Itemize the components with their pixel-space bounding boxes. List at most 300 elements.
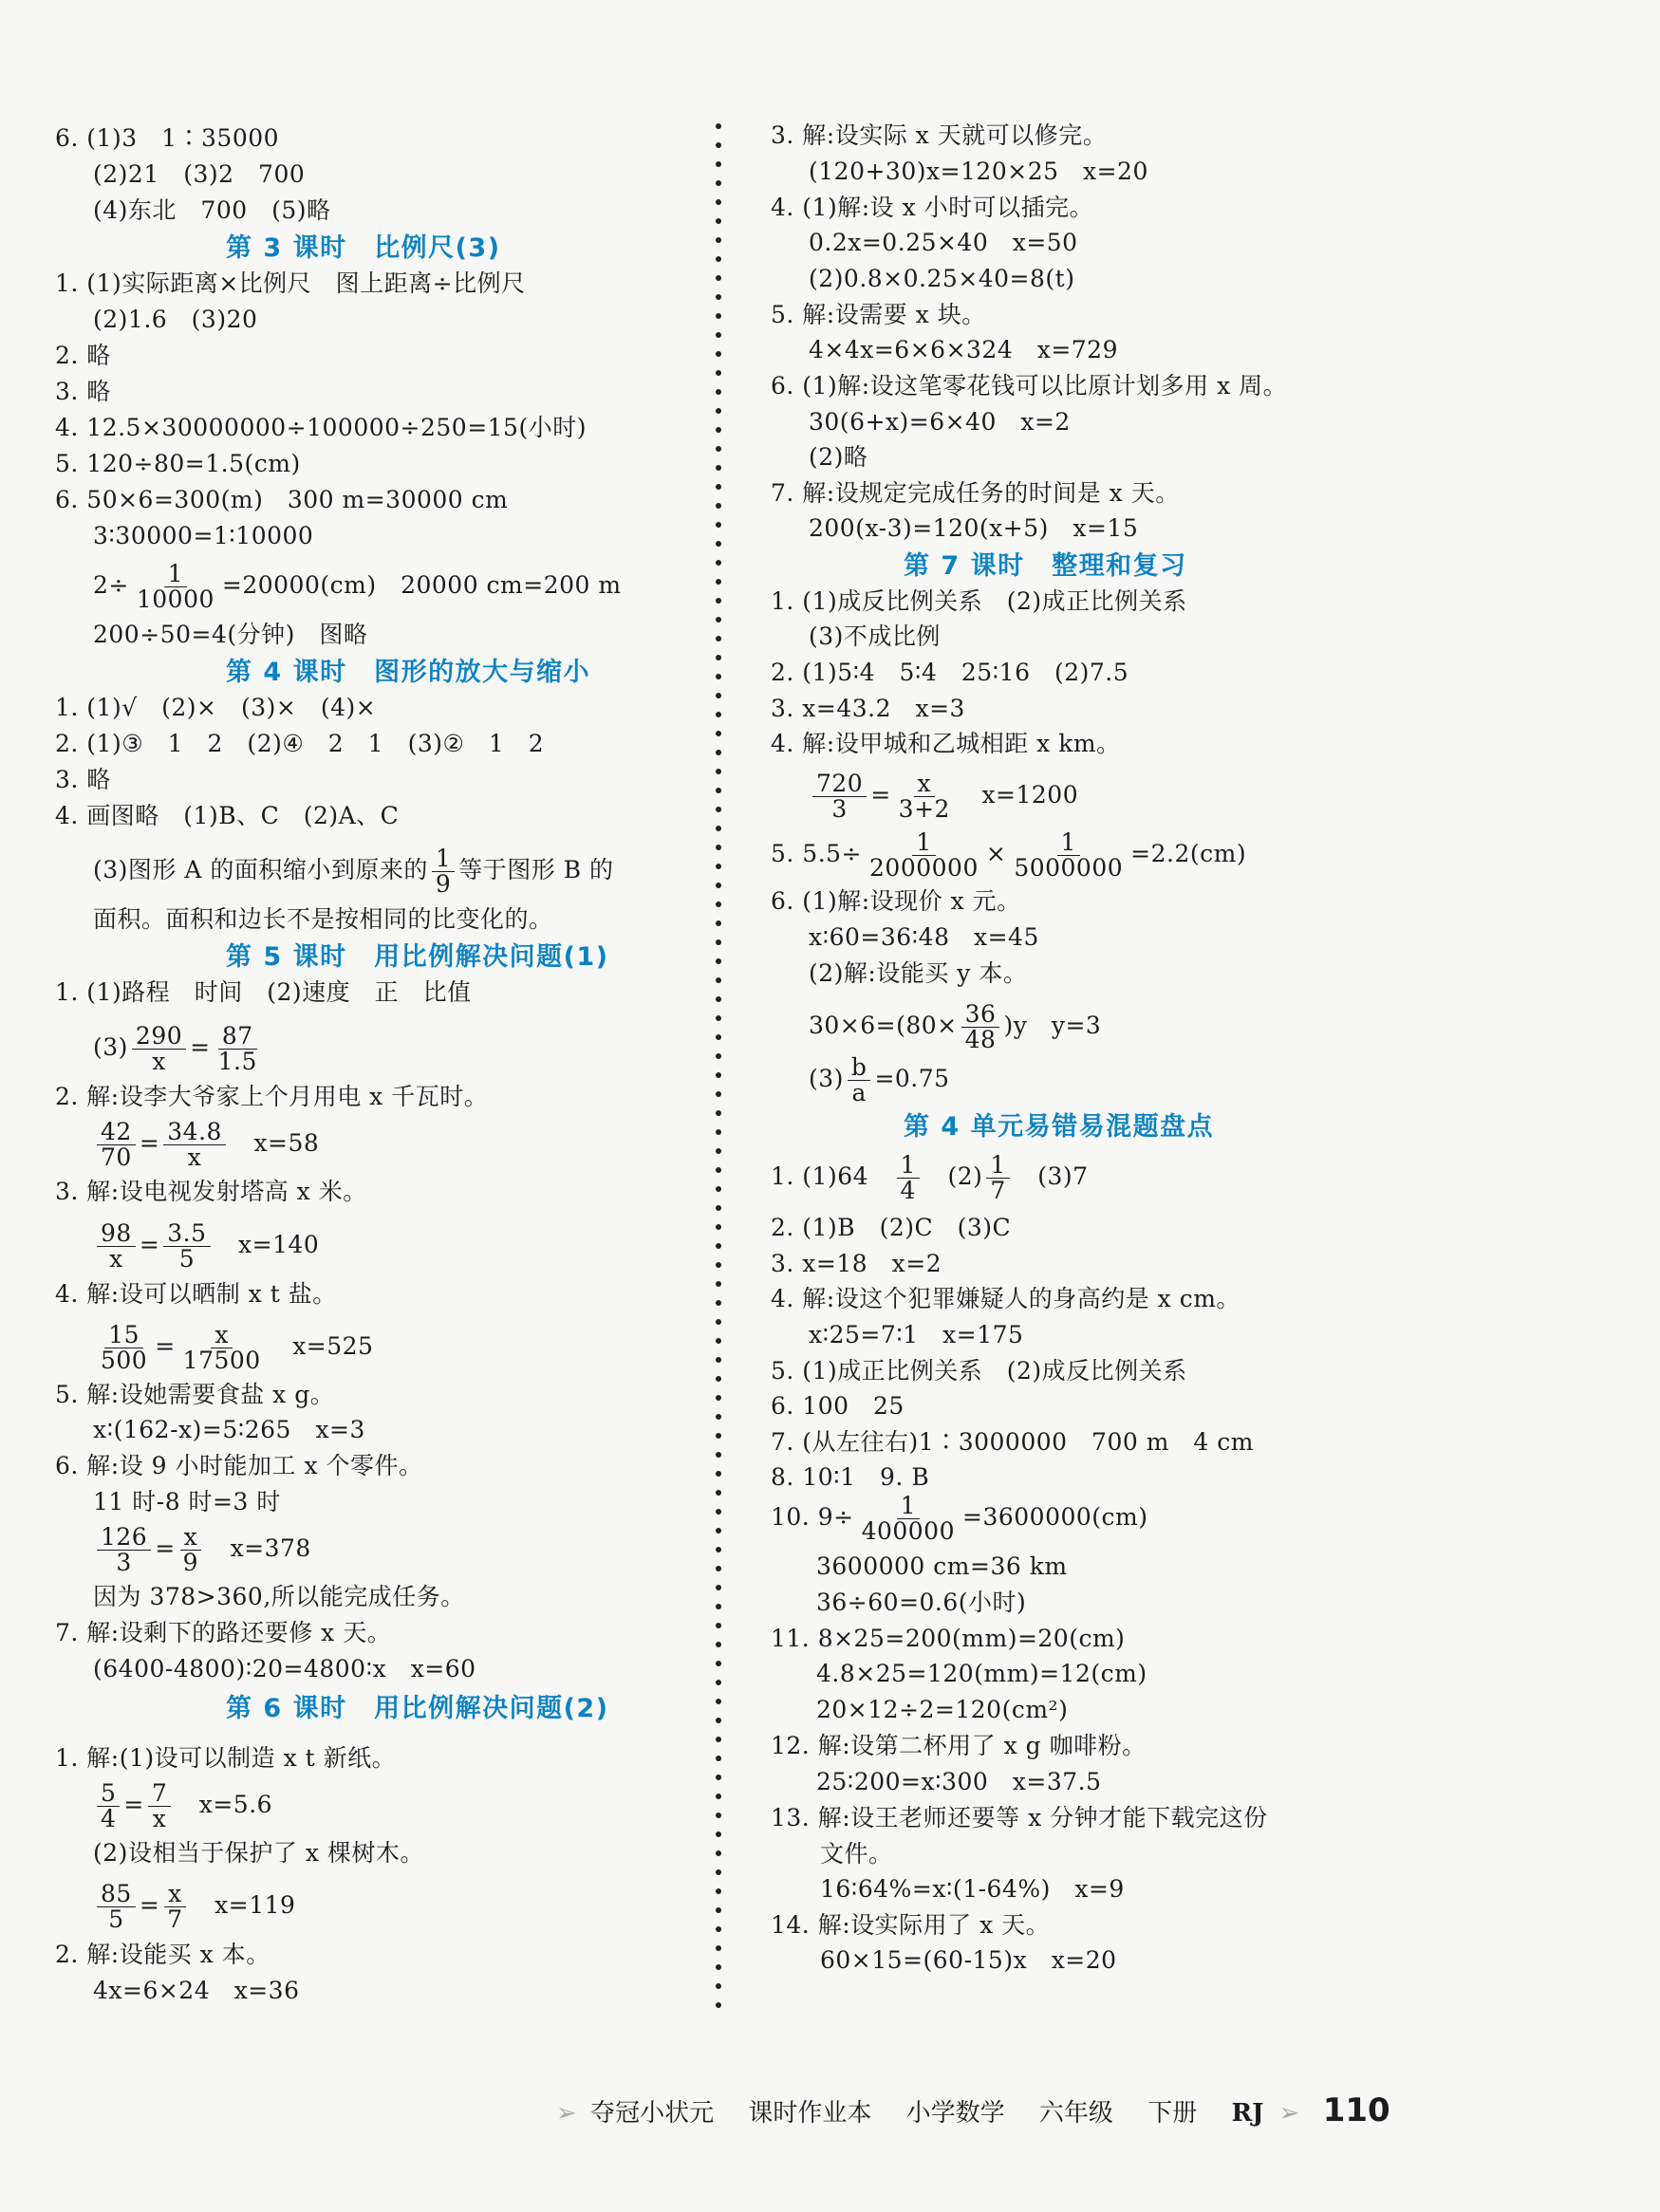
fraction [858,1494,959,1544]
divider-dot [716,275,721,281]
divider-dot [716,1775,721,1780]
fraction [97,1221,136,1272]
numerator: 34.8 [163,1120,226,1145]
answer-line: (2)21 (3)2 700 [93,160,306,188]
formula-operator: = [155,1534,176,1562]
formula-text: (3) [93,1033,128,1061]
fraction [133,562,218,612]
numerator: 290 [132,1024,186,1050]
divider-dot [716,674,721,679]
divider-dot [716,237,721,243]
divider-dot [716,902,721,907]
denominator: 70 [101,1143,132,1171]
section-heading: 第 4 课时 图形的放大与缩小 [226,658,591,687]
fraction [961,1002,1000,1052]
answer-formula [93,1781,272,1831]
divider-dot [716,1319,721,1325]
denominator: x [152,1805,167,1832]
numerator: 98 [97,1221,136,1247]
answer-line: 4. 画图略 (1)B、C (2)A、C [55,802,400,829]
answer-line: 3. 解:设电视发射塔高 x 米。 [55,1178,367,1205]
answer-line: 1. 解:(1)设可以制造 x t 新纸。 [55,1744,397,1772]
answer-line: 3. 略 [55,378,111,405]
answer-line: (2)设相当于保护了 x 棵树木。 [93,1839,424,1867]
answer-line: (6400-4800)∶20=4800∶x x=60 [93,1655,476,1682]
answer-line: 4×4x=6×6×324 x=729 [809,336,1118,363]
divider-dot [716,1566,721,1571]
divider-dot [716,1167,721,1173]
page-number: 110 [1322,2091,1390,2129]
divider-dot [716,826,721,831]
formula-operator: (2) [923,1162,983,1190]
divider-dot [716,1907,721,1913]
divider-dot [716,142,721,148]
numerator: 1 [897,1494,920,1519]
answer-line: 5. (1)成正比例关系 (2)成反比例关系 [771,1357,1187,1385]
numerator: x [180,1525,202,1551]
divider-dot [716,1300,721,1306]
divider-dot [716,351,721,357]
answer-line: 3600000 cm=36 km [816,1552,1068,1580]
numerator: 1 [986,1153,1009,1179]
divider-dot [716,180,721,186]
answer-line: 6. (1)解:设现价 x 元。 [771,887,1021,915]
denominator: 1.5 [217,1048,257,1075]
divider-dot [716,370,721,376]
answer-formula [93,1323,373,1373]
answer-line: x∶(162-x)=5∶265 x=3 [93,1416,365,1443]
denominator: a [851,1079,867,1106]
answer-line: 25∶200=x∶300 x=37.5 [816,1768,1102,1795]
divider-dot [716,807,721,812]
formula-text: x=58 [229,1129,320,1157]
divider-dot [716,218,721,224]
formula-operator: = [123,1791,144,1818]
answer-line: 4. (1)解:设 x 小时可以插完。 [771,194,1094,221]
numerator: 126 [97,1525,151,1551]
answer-line: 2. 略 [55,342,111,369]
answer-line: 2. 解:设李大爷家上个月用电 x 千瓦时。 [55,1083,489,1110]
formula-text: 2÷ [93,571,129,599]
divider-dot [716,427,721,433]
divider-dot [716,541,721,547]
answer-line: 7. 解:设规定完成任务的时间是 x 天。 [771,479,1180,507]
answer-line: 8. 10∶1 9. B [771,1463,930,1491]
answer-line: 1. (1)√ (2)× (3)× (4)× [55,694,377,721]
numerator: 3.5 [163,1221,210,1247]
divider-dot [716,1281,721,1287]
answer-line: 200(x-3)=120(x+5) x=15 [809,514,1139,542]
formula-text: =2.2(cm) [1130,840,1247,867]
numerator: 87 [218,1024,257,1050]
divider-dot [716,389,721,395]
divider-dot [716,313,721,319]
answer-line: (4)东北 700 (5)略 [93,196,331,224]
formula-operator: = [870,781,891,809]
divider-dot [716,256,721,262]
divider-dot [716,1831,721,1837]
divider-dot [716,199,721,205]
formula-text: 等于图形 B 的 [458,856,614,883]
answer-formula [809,771,1078,822]
denominator: 48 [964,1026,997,1053]
answer-line: 2. (1)B (2)C (3)C [771,1214,1012,1241]
divider-dot [716,939,721,945]
answer-line: 13. 解:设王老师还要等 x 分钟才能下载完这份 [771,1804,1268,1831]
divider-dot [716,996,721,1002]
divider-dot [716,1547,721,1552]
fraction [97,1120,136,1170]
formula-text: 5. 5.5÷ [771,840,863,867]
divider-dot [716,579,721,585]
formula-text: x=525 [268,1332,374,1360]
formula-text: x=140 [214,1231,320,1258]
denominator: 9 [182,1549,199,1576]
divider-dot [716,617,721,623]
answer-line: 6. (1)3 1∶35000 [55,124,280,152]
answer-line: 7. 解:设剩下的路还要修 x 天。 [55,1619,392,1646]
divider-dot [716,1642,721,1647]
divider-dot [716,769,721,774]
denominator: 3 [831,795,848,823]
formula-text: 30×6=(80× [809,1012,958,1039]
answer-line: 1. (1)路程 时间 (2)速度 正 比值 [55,978,472,1006]
fraction [97,1882,136,1932]
numerator: b [848,1055,871,1081]
numerator: 7 [148,1781,171,1807]
answer-line: 4.8×25=120(mm)=12(cm) [816,1660,1147,1687]
fraction [986,1153,1009,1203]
denominator: 9 [435,870,452,898]
fraction [132,1024,186,1074]
divider-dot [716,1186,721,1192]
divider-dot [716,1680,721,1685]
divider-dot [716,1452,721,1458]
numerator: 42 [97,1120,136,1145]
answer-line: 5. 120÷80=1.5(cm) [55,450,301,477]
divider-dot [716,883,721,888]
divider-dot [716,788,721,793]
answer-formula [93,1120,319,1170]
answer-line: 36÷60=0.6(小时) [816,1589,1027,1616]
answer-line: 2. (1)5∶4 5∶4 25∶16 (2)7.5 [771,659,1129,686]
answer-line: 200÷50=4(分钟) 图略 [93,621,368,648]
answer-formula [809,1002,1101,1052]
divider-dot [716,1091,721,1097]
denominator: x [109,1245,123,1273]
formula-operator: = [139,1129,160,1157]
denominator: 500 [101,1347,148,1374]
divider-dot [716,1433,721,1439]
denominator: 10000 [136,586,214,613]
divider-dot [716,1850,721,1856]
answer-line: 3. 解:设实际 x 天就可以修完。 [771,121,1108,149]
section-heading: 第 3 课时 比例尺(3) [226,233,501,263]
answer-formula [93,846,614,897]
divider-dot [716,332,721,338]
divider-dot [716,1205,721,1211]
divider-dot [716,446,721,452]
divider-dot [716,845,721,850]
answer-line: 4. 解:设这个犯罪嫌疑人的身高约是 x cm。 [771,1285,1240,1312]
footer-edition: RJ [1231,2099,1264,2128]
numerator: 1 [164,562,187,587]
divider-dot [716,1945,721,1951]
fraction [866,830,982,881]
arrow-icon: ➢ [556,2099,577,2128]
answer-formula [809,1055,950,1106]
answer-line: 2. (1)③ 1 2 (2)④ 2 1 (3)② 1 2 [55,730,545,757]
divider-dot [716,294,721,300]
divider-dot [716,731,721,736]
denominator: 5 [178,1245,196,1273]
formula-text: =0.75 [874,1065,950,1092]
answer-line: x∶25=7∶1 x=175 [809,1321,1024,1348]
divider-dot [716,712,721,717]
answer-line: 3. x=18 x=2 [771,1250,942,1277]
divider-dot [716,1585,721,1590]
answer-line: 0.2x=0.25×40 x=50 [809,229,1078,256]
denominator: 5000000 [1014,854,1124,882]
answer-line: 4. 解:设可以晒制 x t 盐。 [55,1280,337,1308]
fraction [163,1882,186,1932]
fraction [148,1781,171,1831]
divider-dot [716,693,721,698]
divider-dot [716,1869,721,1875]
answer-formula [93,1525,311,1575]
answer-line: 2. 解:设能买 x 本。 [55,1941,270,1968]
divider-dot [716,1756,721,1761]
numerator: x [164,1882,186,1907]
dotted-divider [716,123,721,2031]
footer-series: 课时作业本 [748,2099,872,2128]
answer-line: 5. 解:设她需要食盐 x g。 [55,1381,335,1408]
footer-subject: 小学数学 [905,2099,1005,2128]
divider-dot [716,1490,721,1496]
divider-dot [716,1604,721,1609]
answer-line: 1. (1)实际距离×比例尺 图上距离÷比例尺 [55,270,526,297]
fraction [163,1120,226,1170]
divider-dot [716,1737,721,1742]
divider-dot [716,123,721,129]
divider-dot [716,1623,721,1628]
answer-line: 6. 50×6=300(m) 300 m=30000 cm [55,486,509,513]
divider-dot [716,1110,721,1116]
divider-dot [716,1148,721,1154]
divider-dot [716,2002,721,2008]
formula-text: x=378 [206,1534,311,1562]
footer [556,2091,1390,2129]
formula-text: (3) [809,1065,844,1092]
footer-grade: 六年级 [1038,2099,1113,2128]
answer-line: 因为 378>360,所以能完成任务。 [93,1583,465,1610]
denominator: x [187,1143,202,1171]
divider-dot [716,1794,721,1799]
divider-dot [716,484,721,490]
numerator: 36 [961,1002,1000,1028]
fraction [1010,830,1127,881]
formula-text: =3600000(cm) [962,1503,1148,1531]
divider-dot [716,1262,721,1268]
numerator: 1 [432,846,455,872]
fraction [97,1323,151,1373]
fraction [432,846,455,897]
answer-formula [93,562,622,612]
formula-text: 1. (1)64 [771,1162,893,1190]
divider-dot [716,1718,721,1723]
section-heading: 第 4 单元易错易混题盘点 [904,1112,1215,1142]
denominator: 5 [108,1905,124,1933]
divider-dot [716,920,721,926]
answer-line: 3. 略 [55,766,111,793]
divider-dot [716,560,721,566]
formula-operator: = [139,1231,160,1258]
formula-text: 10. 9÷ [771,1503,854,1531]
divider-dot [716,503,721,509]
divider-dot [716,1395,721,1401]
divider-dot [716,1812,721,1818]
formula-operator: = [139,1891,160,1919]
divider-dot [716,1888,721,1894]
fraction [179,1525,202,1575]
divider-dot [716,1053,721,1059]
divider-dot [716,1376,721,1382]
answer-line: 14. 解:设实际用了 x 天。 [771,1911,1051,1939]
formula-text: )y y=3 [1003,1012,1102,1039]
answer-line: 12. 解:设第二杯用了 x g 咖啡粉。 [771,1732,1147,1759]
answer-line: 7. (从左往右)1∶3000000 700 m 4 cm [771,1428,1254,1456]
denominator: 3 [116,1549,132,1576]
answer-line: 11 时-8 时=3 时 [93,1488,281,1515]
numerator: 1 [1057,830,1080,856]
answer-line: 5. 解:设需要 x 块。 [771,301,986,328]
answer-line: 16∶64%=x∶(1-64%) x=9 [820,1875,1125,1903]
answer-line: (3)不成比例 [809,623,941,650]
answer-line: 1. (1)成反比例关系 (2)成正比例关系 [771,587,1187,615]
fraction [812,771,867,822]
denominator: 4 [101,1805,117,1832]
answer-formula [771,830,1246,881]
answer-line: 文件。 [820,1840,893,1868]
section-heading: 第 7 课时 整理和复习 [904,551,1187,581]
divider-dot [716,655,721,660]
denominator: 2000000 [869,854,979,882]
formula-text: (3)7 [1013,1162,1089,1190]
numerator: 1 [897,1153,920,1179]
divider-dot [716,1243,721,1249]
section-heading: 第 5 课时 用比例解决问题(1) [226,942,609,972]
section-heading: 第 6 课时 用比例解决问题(2) [226,1694,609,1723]
numerator: 1 [912,830,935,856]
divider-dot [716,1129,721,1135]
fraction [163,1221,210,1272]
arrow-icon: ➢ [1278,2099,1300,2128]
divider-dot [716,161,721,167]
denominator: 3+2 [898,795,950,823]
numerator: x [914,771,936,797]
divider-dot [716,1224,721,1230]
answer-line: (2)0.8×0.25×40=8(t) [809,265,1075,292]
formula-text: x=5.6 [175,1791,273,1818]
fraction [179,1323,265,1373]
answer-line: 3. x=43.2 x=3 [771,695,965,722]
answer-line: 11. 8×25=200(mm)=20(cm) [771,1625,1126,1652]
divider-dot [716,1699,721,1704]
answer-formula [93,1882,295,1932]
fraction [214,1024,261,1074]
divider-dot [716,598,721,604]
denominator: x [152,1048,166,1075]
divider-dot [716,750,721,755]
divider-dot [716,1357,721,1363]
formula-operator: = [190,1033,211,1061]
formula-text: =20000(cm) 20000 cm=200 m [221,571,622,599]
divider-dot [716,958,721,964]
divider-dot [716,1471,721,1477]
numerator: x [211,1323,233,1348]
answer-line: 面积。面积和边长不是按相同的比变化的。 [93,905,553,933]
answer-line: (2)解:设能买 y 本。 [809,959,1028,987]
formula-text: (3)图形 A 的面积缩小到原来的 [93,856,428,883]
answer-formula [93,1024,265,1074]
divider-dot [716,977,721,983]
divider-dot [716,1015,721,1021]
divider-dot [716,522,721,528]
divider-dot [716,1034,721,1040]
fraction [897,1153,920,1203]
divider-dot [716,1661,721,1666]
answer-line: 3∶30000=1∶10000 [93,522,314,549]
divider-dot [716,636,721,641]
numerator: 5 [97,1781,120,1807]
fraction [97,1781,120,1831]
answer-formula [771,1153,1089,1203]
answer-line: 4x=6×24 x=36 [93,1977,300,2004]
divider-dot [716,1528,721,1534]
answer-line: (2)略 [809,443,868,471]
answer-line: 6. 解:设 9 小时能加工 x 个零件。 [55,1452,423,1479]
answer-line: 6. 100 25 [771,1392,905,1420]
divider-dot [716,465,721,471]
fraction [97,1525,151,1575]
footer-brand: 夺冠小状元 [590,2099,715,2128]
formula-text: x=1200 [957,781,1079,809]
answer-line: 60×15=(60-15)x x=20 [820,1946,1117,1974]
denominator: 4 [900,1177,916,1204]
formula-operator: × [985,840,1007,867]
answer-line: (2)1.6 (3)20 [93,306,258,333]
answer-formula [93,1221,319,1272]
numerator: 85 [97,1882,136,1907]
answer-formula [771,1494,1148,1544]
answer-line: 20×12÷2=120(cm²) [816,1696,1069,1723]
fraction [848,1055,871,1106]
answer-line: 4. 12.5×30000000÷100000÷250=15(小时) [55,414,587,441]
fraction [895,771,954,822]
answer-line: 30(6+x)=6×40 x=2 [809,408,1071,436]
divider-dot [716,864,721,869]
answer-line: 6. (1)解:设这笔零花钱可以比原计划多用 x 周。 [771,372,1288,400]
divider-dot [716,1926,721,1932]
numerator: 720 [812,771,867,797]
denominator: 17500 [182,1347,261,1374]
formula-operator: = [155,1332,176,1360]
divider-dot [716,1983,721,1989]
divider-dot [716,408,721,414]
answer-line: x∶60=36∶48 x=45 [809,923,1039,951]
footer-term: 下册 [1147,2099,1198,2128]
divider-dot [716,1414,721,1420]
